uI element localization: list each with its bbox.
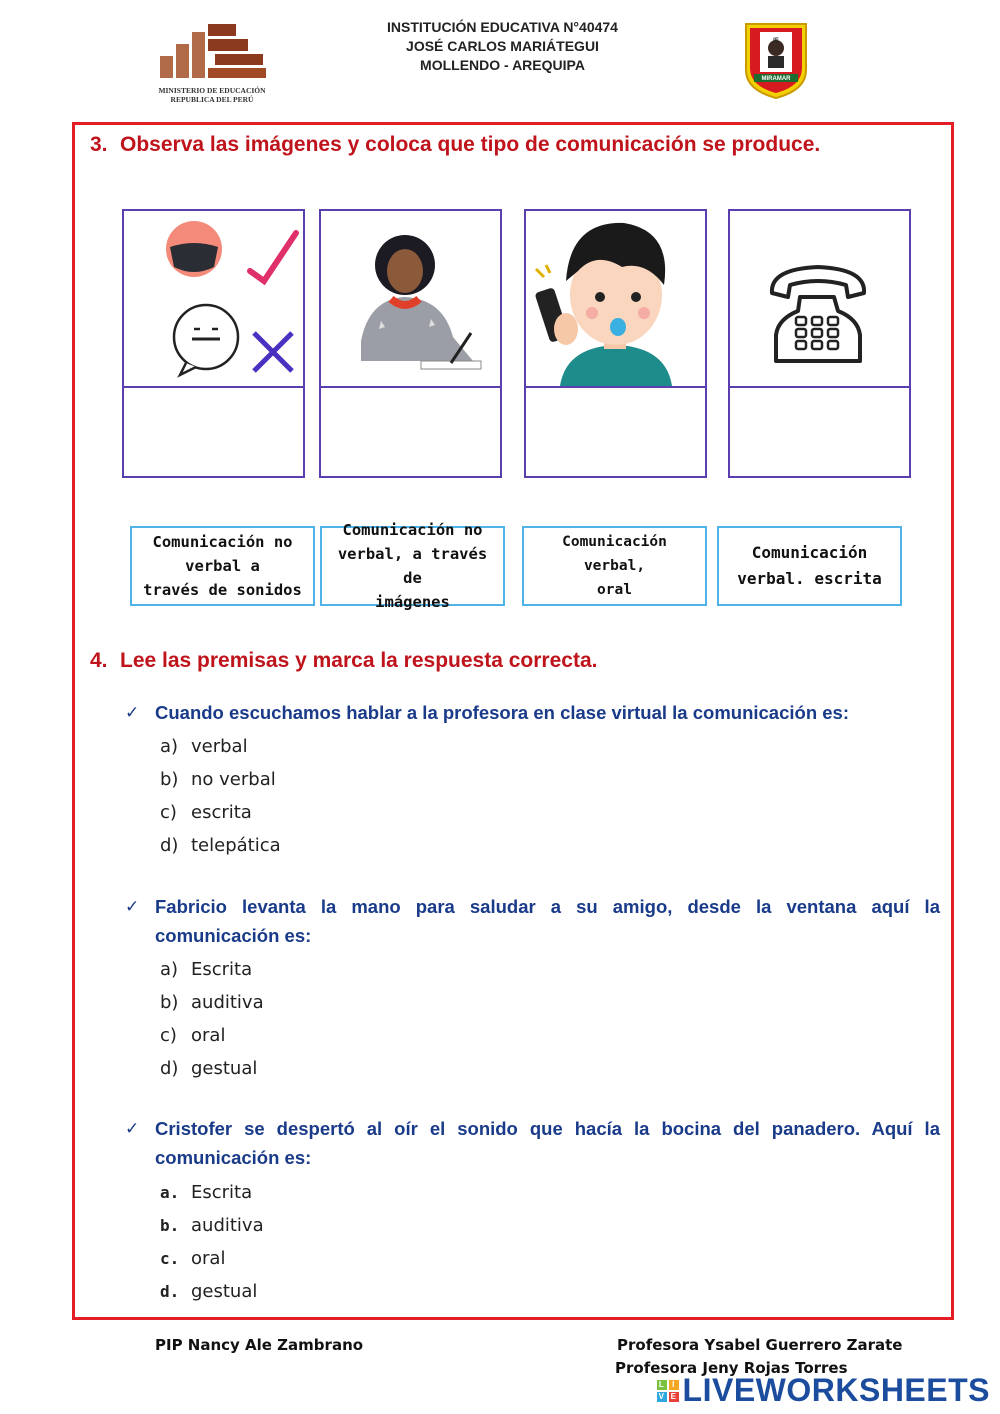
telephone-icon [730,211,908,386]
question-4-title: 4. Lee las premisas y marca la respuesta correcta. [90,649,598,672]
answer-slot-3[interactable] [524,386,707,478]
school-location: MOLLENDO - AREQUIPA [420,57,585,73]
svg-text:IE: IE [773,38,779,44]
premise-3-answers [160,1176,460,1308]
image-card-1 [122,209,305,389]
answer-option[interactable]: d. gestual [160,1281,258,1302]
option-nonverbal-sounds[interactable]: Comunicación no verbal a través de sonidos [130,526,315,606]
answer-option[interactable]: c) escrita [160,802,252,823]
school-name: INSTITUCIÓN EDUCATIVA N°40474 [387,19,618,35]
premise-1: ✓ Cuando escuchamos hablar a la profesora en clase virtual la comunicación es: [155,698,940,727]
image-card-2 [319,209,502,389]
svg-text:MIRAMAR: MIRAMAR [761,76,791,82]
face-mask-speech-icon [124,211,302,386]
school-header [340,18,665,75]
answer-option[interactable]: a. Escrita [160,1182,253,1203]
liveworksheets-blocks-icon: L I V E [657,1380,679,1402]
image-card-4 [728,209,911,389]
answer-option[interactable]: d) gestual [160,1058,258,1079]
premise-1-answers [160,730,460,862]
answer-slot-1[interactable] [122,386,305,478]
image-card-3 [524,209,707,389]
answer-option[interactable]: a) verbal [160,736,248,757]
answer-slot-4[interactable] [728,386,911,478]
option-verbal-oral[interactable]: Comunicación verbal, oral [522,526,707,606]
answer-option[interactable]: c) oral [160,1025,226,1046]
checkmark-icon: ✓ [125,703,140,722]
school-patron: JOSÉ CARLOS MARIÁTEGUI [406,38,599,54]
woman-writing-icon [321,211,499,386]
school-crest-icon [740,18,812,100]
question-3-title: 3. Observa las imágenes y coloca que tipo de comunicación se produce. [90,133,821,156]
checkmark-icon: ✓ [125,1119,140,1138]
premise-2-answers [160,953,460,1085]
answer-option[interactable]: b) auditiva [160,992,264,1013]
answer-option[interactable]: d) telepática [160,835,281,856]
checkmark-icon: ✓ [125,897,140,916]
option-verbal-written[interactable]: Comunicación verbal. escrita [717,526,902,606]
premise-2: ✓ Fabricio levanta la mano para saludar a su amigo, desde la ventana aquí la comunicación es: [155,892,940,950]
answer-option[interactable]: b) no verbal [160,769,276,790]
footer-teacher-2: Profesora Jeny Rojas Torres [615,1359,848,1377]
footer-author: PIP Nancy Ale Zambrano [155,1336,364,1354]
answer-option[interactable]: a) Escrita [160,959,253,980]
answer-option[interactable]: b. auditiva [160,1215,264,1236]
boy-phone-call-icon [526,211,704,386]
liveworksheets-logo: L I V E LIVEWORKSHEETS [657,1372,990,1409]
premise-3: ✓ Cristofer se despertó al oír el sonido que hacía la bocina del panadero. Aquí la comunicación es: [155,1114,940,1172]
answer-option[interactable]: c. oral [160,1248,226,1269]
footer-teacher-1: Profesora Ysabel Guerrero Zarate [617,1336,903,1354]
option-nonverbal-images[interactable]: Comunicación no verbal, a través de imágenes [320,526,505,606]
answer-slot-2[interactable] [319,386,502,478]
ministry-caption: MINISTERIO DE EDUCACIÓN REPUBLICA DEL PERÚ [158,86,266,104]
